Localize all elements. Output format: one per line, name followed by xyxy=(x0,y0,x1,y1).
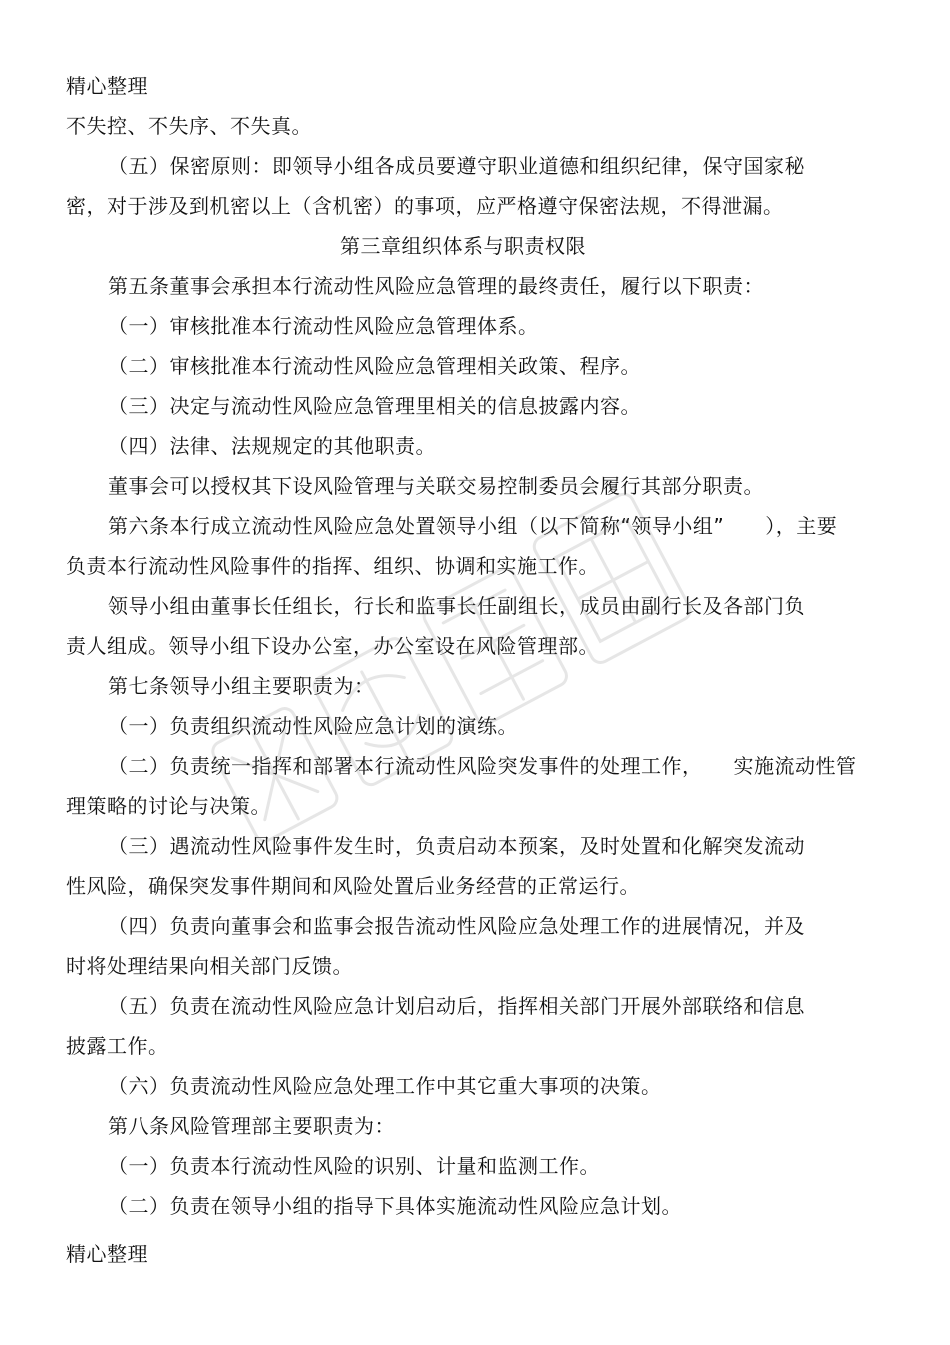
text-line: （五）负责在流动性风险应急计划启动后，指挥相关部门开展外部联络和信息 xyxy=(108,994,805,1018)
text-line: （一）负责组织流动性风险应急计划的演练。 xyxy=(108,714,518,738)
text-line: （四）法律、法规规定的其他职责。 xyxy=(108,434,436,458)
text-line: 责人组成。领导小组下设办公室，办公室设在风险管理部。 xyxy=(66,634,599,658)
text-line: 负责本行流动性风险事件的指挥、组织、协调和实施工作。 xyxy=(66,554,599,578)
text-line: 领导小组由董事长任组长，行长和监事长任副组长，成员由副行长及各部门负 xyxy=(108,594,805,618)
text-line: 董事会可以授权其下设风险管理与关联交易控制委员会履行其部分职责。 xyxy=(108,474,764,498)
text-line: 披露工作。 xyxy=(66,1034,169,1058)
text-line: 时将处理结果向相关部门反馈。 xyxy=(66,954,353,978)
text-line: （二）审核批准本行流动性风险应急管理相关政策、程序。 xyxy=(108,354,641,378)
text-line: （二）负责在领导小组的指导下具体实施流动性风险应急计划。 xyxy=(108,1194,682,1218)
text-line: （一）审核批准本行流动性风险应急管理体系。 xyxy=(108,314,539,338)
text-line: （六）负责流动性风险应急处理工作中其它重大事项的决策。 xyxy=(108,1074,662,1098)
page-footer: 精心整理 xyxy=(66,1242,148,1266)
page-header: 精心整理 xyxy=(66,74,148,98)
text-line: 性风险，确保突发事件期间和风险处置后业务经营的正常运行。 xyxy=(66,874,640,898)
text-line: （三）决定与流动性风险应急管理里相关的信息披露内容。 xyxy=(108,394,641,418)
text-line: 第七条领导小组主要职责为： xyxy=(108,674,375,698)
text-line: （一）负责本行流动性风险的识别、计量和监测工作。 xyxy=(108,1154,600,1178)
text-line: 第八条风险管理部主要职责为： xyxy=(108,1114,395,1138)
text-line: 第六条本行成立流动性风险应急处置领导小组（以下简称“领导小组” ），主要 xyxy=(108,514,838,538)
text-line: 理策略的讨论与决策。 xyxy=(66,794,271,818)
text-line: 密，对于涉及到机密以上（含机密）的事项，应严格遵守保密法规，不得泄漏。 xyxy=(66,194,784,218)
text-line: （四）负责向董事会和监事会报告流动性风险应急处理工作的进展情况，并及 xyxy=(108,914,805,938)
text-line: （五）保密原则：即领导小组各成员要遵守职业道德和组织纪律，保守国家秘 xyxy=(108,154,805,178)
text-line: 不失控、不失序、不失真。 xyxy=(66,114,312,138)
text-line: 第五条董事会承担本行流动性风险应急管理的最终责任，履行以下职责： xyxy=(108,274,764,298)
text-line: （三）遇流动性风险事件发生时，负责启动本预案，及时处置和化解突发流动 xyxy=(108,834,805,858)
chapter-title: 第三章组织体系与职责权限 xyxy=(340,234,586,258)
text-line: （二）负责统一指挥和部署本行流动性风险突发事件的处理工作， 实施流动性管 xyxy=(108,754,857,778)
